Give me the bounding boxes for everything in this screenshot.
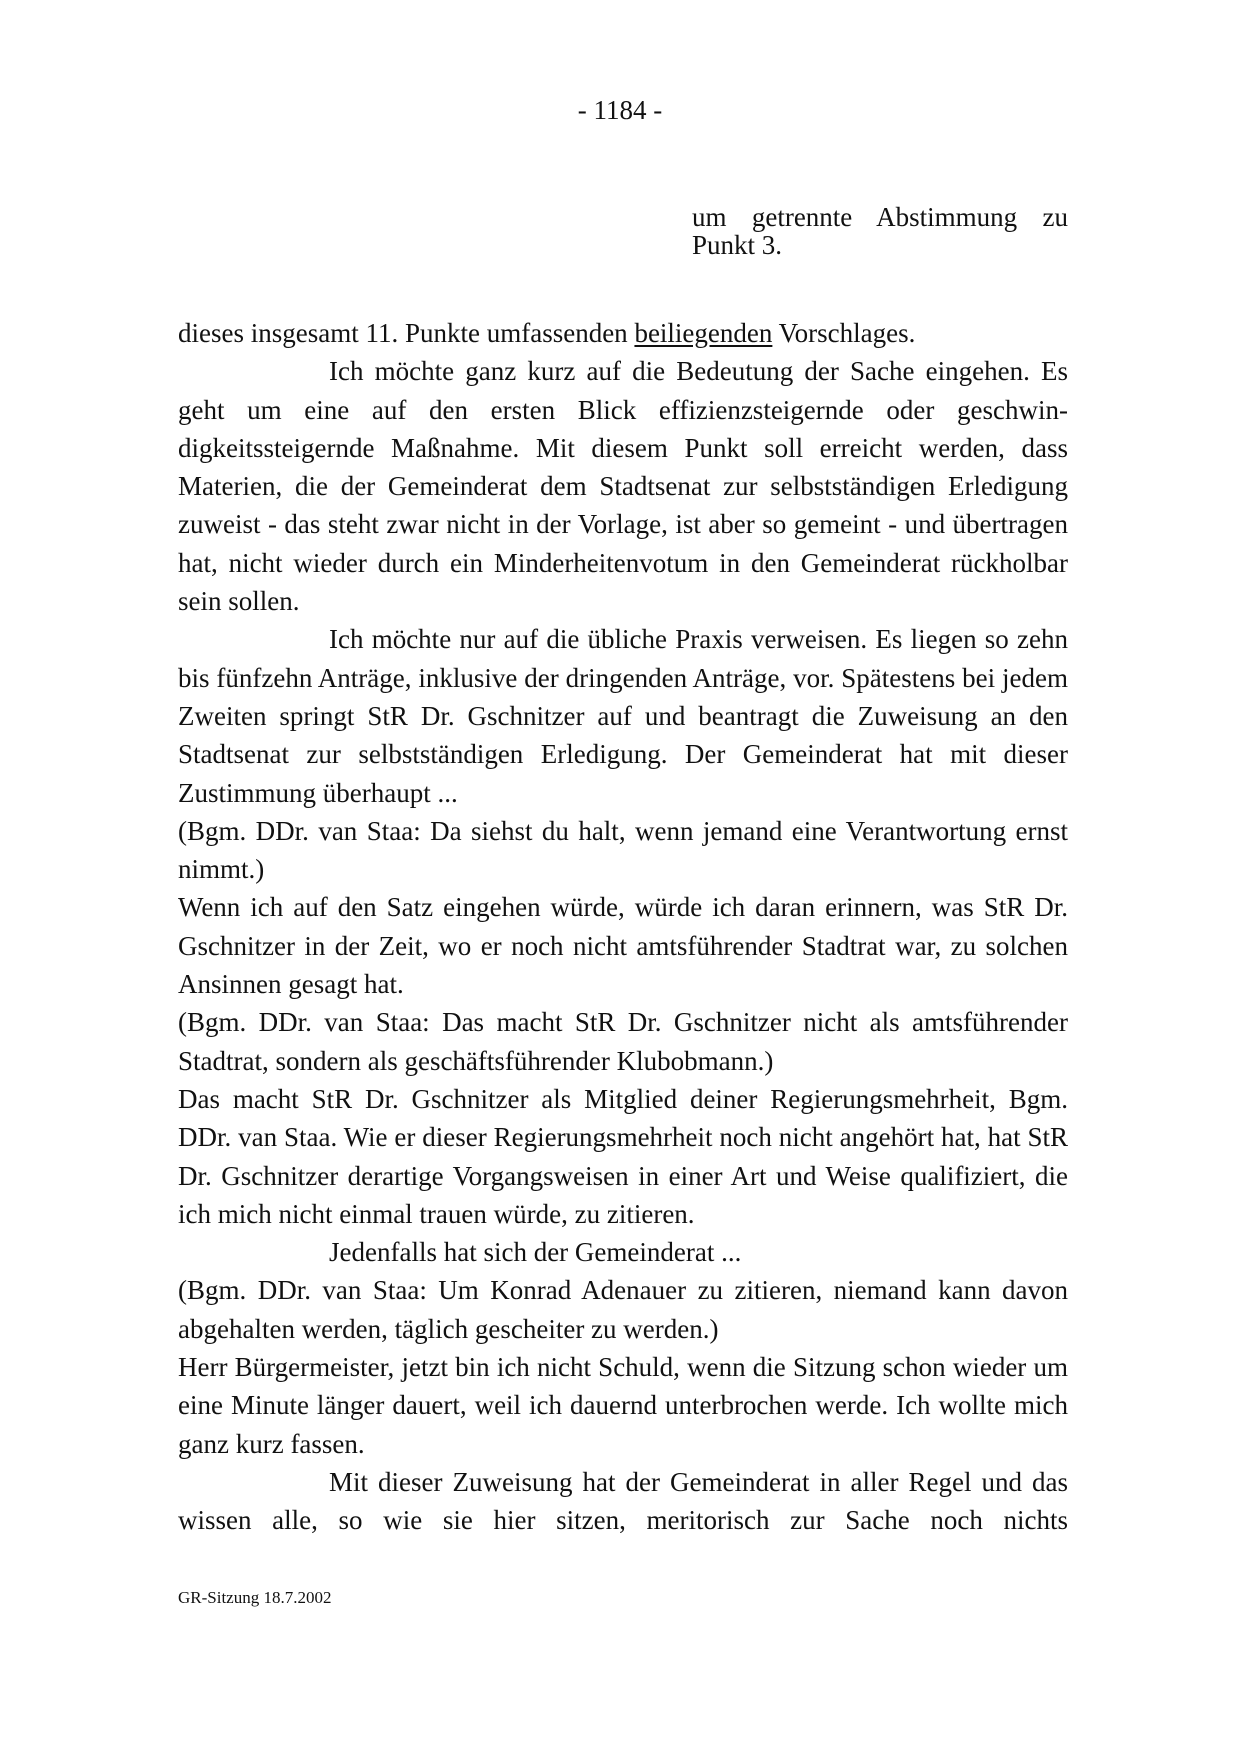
paragraph: Das macht StR Dr. Gschnitzer als Mitglied deiner Regierungsmehrheit, Bgm. DDr. van Staa. Wie er dieser Regierungsmehrheit noch nicht angehört hat, hat StR Dr. Gschnitzer derartige Vorgangsweisen in einer Art und Weise qualifiziert, die ich mich nicht einmal trauen würde, zu zitieren. [178, 1083, 1068, 1229]
footer-session-date: GR-Sitzung 18.7.2002 [178, 1588, 332, 1607]
paragraph-continuation [178, 314, 1068, 352]
interjection: (Bgm. DDr. van Staa: Da siehst du halt, wenn jemand eine Verantwortung ernst nimmt.) [178, 815, 1068, 885]
side-note-line-2: Punkt 3. [692, 230, 783, 260]
transcript-body [178, 314, 1068, 1540]
paragraph-text-before: dieses insgesamt 11. Punkte umfassenden [178, 318, 635, 348]
interjection: (Bgm. DDr. van Staa: Um Konrad Adenauer zu zitieren, niemand kann davon abgehalten werden, täglich gescheiter zu werden.) [178, 1275, 1068, 1344]
paragraph: Wenn ich auf den Satz eingehen würde, würde ich daran erinnern, was StR Dr. Gschnitzer in der Zeit, wo er noch nicht amtsführender Stadtrat war, zu solchen Ansinnen gesagt hat. [178, 892, 1068, 1000]
paragraph-text-after: Vorschlages. [772, 318, 916, 348]
paragraph: Jedenfalls hat sich der Gemeinderat ... [329, 1237, 742, 1268]
paragraph: Ich möchte ganz kurz auf die Bedeutung der Sache eingehen. Es geht um eine auf den ersten Blick effizienzsteigernde oder geschwindigkeitssteigernde Maßnahme. Mit diesem Punkt soll erreicht werden, dass Materien, die der Gemeinderat dem Stadtsenat zur selbstständigen Erledigung zuweist - das steht zwar nicht in der Vorlage, ist aber so gemeint - und übertragen hat, nicht wieder durch ein Minderheitenvotum in den Gemeinderat rückholbar sein sollen. [178, 356, 1068, 617]
interjection: (Bgm. DDr. van Staa: Das macht StR Dr. Gschnitzer nicht als amtsführender Stadtrat, sondern als geschäftsführender Klubobmann.) [178, 1007, 1068, 1076]
side-note [692, 203, 1068, 259]
paragraph: Mit dieser Zuweisung hat der Gemeinderat in aller Regel und das wissen alle, so wie sie hier sitzen, meritorisch zur Sache noch nichts [178, 1466, 1068, 1536]
paragraph: Herr Bürgermeister, jetzt bin ich nicht Schuld, wenn die Sitzung schon wieder um eine Minute länger dauert, weil ich dauernd unterbrochen werde. Ich wollte mich ganz kurz fassen. [178, 1352, 1068, 1459]
side-note-line-1: um getrennte Abstimmung zu [692, 202, 1068, 232]
page-number: - 1184 - [577, 95, 663, 125]
paragraph: Ich möchte nur auf die übliche Praxis verweisen. Es liegen so zehn bis fünfzehn Anträge, inklusive der dringenden Anträge, vor. Spätestens bei jedem Zweiten springt StR Dr. Gschnitzer auf und beantragt die Zuweisung an den Stadtsenat zur selbstständigen Erledigung. Der Gemeinderat hat mit dieser Zustimmung überhaupt ... [178, 624, 1068, 808]
underlined-word: beiliegenden [634, 318, 773, 348]
